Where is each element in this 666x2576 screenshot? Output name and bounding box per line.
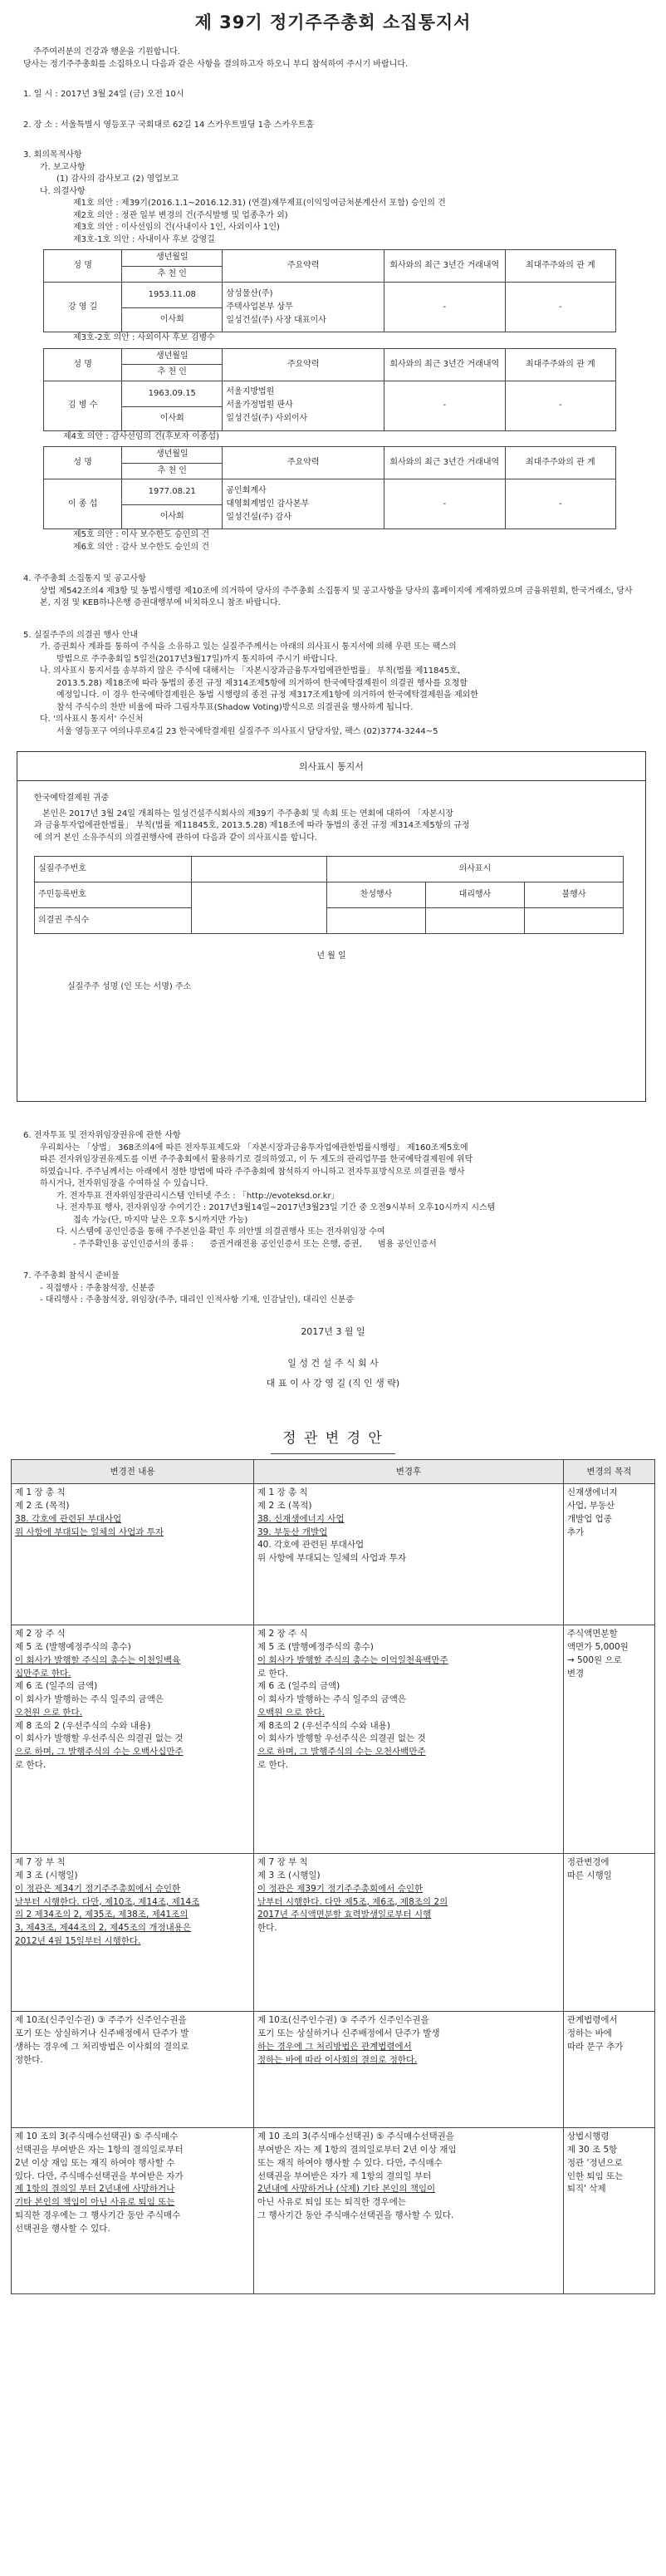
greeting-2: 당사는 정기주주총회를 소집하오니 다음과 같은 사항을 결의하고자 하오니 부디 참석하여 주시기 바랍니다.	[23, 59, 409, 69]
notice-body-1: 본인은 2017년 3월 24일 개최하는 일성건설주식회사의 제39기 주주총회 및 속회 또는 연회에 대하여 「자본시장	[42, 809, 453, 819]
candidate-relation: -	[505, 283, 615, 332]
section-4-body: 상법 제542조의4 제3항 및 동법시행령 제10조에 의거하여 당사의 주주총회 소집통지 및 공고사항을 당사의 홈페이지에 게재하였으며 금융위원회, 한국거래소, 당사 본, 지점 및 KEB하나은행 증권대행부에 비치하오니 참조 바랍니다.	[40, 586, 633, 608]
company-name: 일 성 건 설 주 식 회 사	[287, 1357, 379, 1369]
amend-line: 선택권을 부여받은 자는 1항의 결의일로부터	[15, 2145, 184, 2156]
candidate-relation: -	[505, 381, 615, 430]
field-value[interactable]	[426, 908, 525, 934]
section-3-heading: 3. 회의목적사항	[23, 150, 82, 160]
page-title: 제 39기 정기주주총회 소집통지서	[194, 12, 472, 32]
report-items-heading: 가. 보고사항	[40, 162, 86, 172]
amend-line: 이 정관은 제34기 정기주주총회에서 승인한	[15, 1883, 181, 1894]
candidate-recommender: 이사회	[122, 505, 223, 529]
report-items: (1) 감사의 감사보고 (2) 영업보고	[56, 175, 179, 184]
amend-line: 따라 문구 추가	[566, 2041, 624, 2052]
section-5-na-2: 2013.5.28) 제18조에 따라 동법의 종전 규정 제314조제5항에 의거하여 한국예탁결제원이 의결권 행사를 요청할	[56, 678, 468, 688]
notice-body-2: 과 금융투자업에관한법률」 부칙(법률 제11845호, 2013.5.28) 제18조에 따라 동법의 종전 규정 제314조제5항의 규정	[34, 821, 470, 831]
amend-line: 오백원 으로 한다.	[257, 1707, 326, 1718]
career-line: 삼성물산(주)	[226, 288, 273, 298]
amend-line: 포기 또는 상실하거나 신주배정에서 단주가 발생	[257, 2028, 440, 2039]
notice-form-table	[34, 856, 624, 934]
candidate-birth: 1963.09.15	[122, 381, 223, 406]
amend-line: 그 행사기간 동안 주식매수선택권을 행사할 수 있다.	[257, 2210, 454, 2220]
amend-line: 제 8조의 2 (우선주식의 수와 내용)	[257, 1720, 390, 1731]
section-7-a: - 직접행사 : 주총참석장, 신분증	[40, 1283, 155, 1293]
amend-line: 제 1 장 총 칙	[257, 1487, 308, 1498]
amend-line: 제 10조(신주인수권) ③ 주주가 신주인수권을	[15, 2015, 187, 2026]
amend-line: 퇴직' 삭제	[566, 2184, 606, 2195]
header-career: 주요약력	[223, 447, 384, 479]
notice-title: 의사표시 통지서	[299, 761, 364, 773]
field-label: 의사표시	[327, 857, 624, 882]
notice-form	[17, 751, 646, 1102]
amend-line: 추가	[566, 1526, 585, 1537]
amend-purpose-cell	[563, 2128, 654, 2294]
candidate-relation: -	[505, 479, 615, 529]
amend-line: 38. 신재생에너지 사업	[257, 1513, 345, 1524]
candidate-table-3	[43, 446, 616, 529]
candidate-recommender: 이사회	[122, 308, 223, 332]
section-1-datetime: 1. 일 시 : 2017년 3월 24일 (금) 오전 10시	[23, 90, 184, 100]
amend-line: 제 2 조 (목적)	[15, 1501, 70, 1512]
amend-after-cell	[254, 2012, 564, 2128]
amend-line: 제 7 장 부 칙	[257, 1857, 308, 1868]
amend-line: → 500원 으로	[566, 1654, 622, 1665]
amend-line: 로 한다.	[257, 1668, 289, 1679]
amend-line: 으로 하며, 그 발행주식의 수는 오백사십만주	[15, 1747, 184, 1757]
candidate-trade: -	[384, 283, 505, 332]
header-career: 주요약력	[223, 250, 384, 283]
amendment-title: 정 관 변 경 안	[282, 1429, 384, 1447]
section-5-ga: 가. 증권회사 계좌를 통하여 주식을 소유하고 있는 실질주주께서는 아래의 의사표시 통지서에 의해 우편 또는 팩스의	[40, 642, 457, 652]
section-5-na-3: 예정입니다. 이 경우 한국예탁결제원은 동법 시행령의 종전 규정 제317조제1항에 의거하여 한국예탁결제원을 제외한	[56, 691, 478, 701]
amend-line: 38. 각호에 관련된 부대사업	[15, 1513, 122, 1524]
amend-line: 제 10 조의 3(주식매수선택권) ⑤ 주식매수선택권을	[257, 2131, 454, 2142]
section-6-body-1: 우리회사는 「상법」 368조의4에 따른 전자투표제도와 「자본시장과금융투자업에관한법률시행령」 제160조제5호에	[40, 1143, 468, 1153]
amend-line: 이 회사가 발행할 주식의 총수는 이억일천육백만주	[257, 1654, 448, 1665]
amend-line: 이 회사가 발행할 우선주식은 의결권 없는 것	[15, 1733, 184, 1744]
career-line: 일성건설(주) 감사	[226, 512, 291, 522]
amend-line: 오천원 으로 한다.	[15, 1707, 83, 1718]
career-line: 일성건설(주) 사장 대표이사	[226, 315, 326, 325]
career-line: 공인회계사	[226, 485, 267, 495]
amend-before-cell	[12, 1854, 254, 2012]
amend-line: 또는 재직 하여야 행사할 수 있다. 다만, 주식매수	[257, 2157, 443, 2168]
header-trade: 회사와의 최근 3년간 거래내역	[384, 348, 505, 381]
amend-line: 제 2 장 주 식	[257, 1629, 308, 1639]
amend-line: 이 회사가 발행하는 주식 일주의 금액은	[15, 1694, 164, 1705]
option-abstain[interactable]: 불행사	[525, 882, 624, 908]
section-6-ga: 가. 전자투표 전자위임장관리시스템 인터넷 주소 : 「http://evoteksd.or.kr」	[56, 1191, 340, 1201]
candidate-birth: 1953.11.08	[122, 283, 223, 308]
header-recommender: 추 천 인	[122, 266, 223, 283]
agenda-6: 제6호 의안 : 감사 보수한도 승인의 건	[73, 542, 210, 552]
career-line: 주택사업본부 상무	[226, 302, 293, 312]
section-5-da-2: 서울 영등포구 여의나루로4길 23 한국예탁결제원 실질주주 의사표시 담당자앞, 팩스 (02)3774-3244~5	[56, 726, 438, 736]
cert-type-label: - 주주확인용 공인인증서의 종류 :	[73, 1239, 194, 1249]
amend-after-cell	[254, 1625, 564, 1854]
amend-line: 이 회사가 발행할 우선주식은 의결권 없는 것	[257, 1733, 426, 1744]
amend-purpose-cell	[563, 1625, 654, 1854]
amend-line: 액면가 5,000원	[566, 1642, 629, 1653]
amend-line: 제 2 장 주 식	[15, 1629, 66, 1639]
amend-line: 제 30 조 5항	[566, 2145, 618, 2156]
resolution-items-heading: 나. 의결사항	[40, 186, 86, 196]
amend-after-cell	[254, 1854, 564, 2012]
candidate-trade: -	[384, 381, 505, 430]
amend-header-before: 변경전 내용	[12, 1460, 254, 1484]
amend-line: 있다. 다만, 주식매수선택권을 부여받은 자가	[15, 2170, 184, 2181]
section-6-da: 다. 시스템에 공인인증을 통해 주주본인을 확인 후 의안별 의결권행사 또는 전자위임장 수여	[56, 1227, 385, 1237]
amend-line: 로 한다.	[15, 1759, 47, 1770]
field-label: 주민등록번호	[35, 882, 192, 908]
field-value[interactable]	[327, 908, 426, 934]
amend-line: 정하는 바에	[566, 2028, 612, 2039]
amend-line: 정관변경에	[566, 1857, 610, 1868]
amend-line: 십만주로 한다.	[15, 1668, 71, 1679]
header-name: 성 명	[44, 250, 122, 283]
header-birth: 생년월일	[122, 348, 223, 365]
amend-line: 아닌 사유로 퇴임 또는 퇴직한 경우에는	[257, 2197, 406, 2208]
section-6-na-2: 접속 가능(단, 마지막 날은 오후 5시까지만 가능)	[73, 1215, 248, 1225]
section-7-heading: 7. 주주총회 참석시 준비물	[23, 1271, 120, 1281]
amend-line: 제 3 조 (시행일)	[15, 1871, 78, 1881]
amend-line: 2년 이상 재임 또는 재직 하여야 행사할 수	[15, 2157, 175, 2168]
header-recommender: 추 천 인	[122, 365, 223, 381]
section-7-b: - 대리행사 : 주총참석장, 위임장(주주, 대리인 인적사항 기재, 인감날인), 대리인 신분증	[40, 1295, 355, 1305]
amend-line: 이 회사가 발행하는 주식 일주의 금액은	[257, 1694, 406, 1705]
amend-line: 생하는 경우에 그 처리방법은 이사회의 결의로	[15, 2041, 189, 2052]
amend-line: 3, 제43조, 제44조의 2, 제45조의 개정내용은	[15, 1923, 192, 1934]
amend-line: 제 10조(신주인수권) ③ 주주가 신주인수권을	[257, 2015, 429, 2026]
header-birth: 생년월일	[122, 447, 223, 464]
amend-purpose-cell	[563, 1484, 654, 1625]
cert-type-2: 범용 공인인증서	[377, 1239, 437, 1249]
ceo-name: 대 표 이 사 강 영 길 (직 인 생 략)	[266, 1377, 400, 1389]
amendment-table	[11, 1459, 655, 2294]
section-5-heading: 5. 실질주주의 의결권 행사 안내	[23, 630, 139, 640]
section-5-da: 다. '의사표시 통지서' 수신처	[40, 715, 144, 725]
header-name: 성 명	[44, 447, 122, 479]
header-name: 성 명	[44, 348, 122, 381]
amend-line: 으로 하며, 그 발행주식의 수는 오천사백만주	[257, 1747, 426, 1757]
amend-line: 날부터 시행한다. 다만 제5조, 제6조, 제8조의 2의	[257, 1896, 448, 1907]
field-label: 실질주주번호	[35, 857, 192, 882]
notice-signature: 실질주주 성명 (인 또는 서명) 주소	[67, 981, 192, 991]
amend-purpose-cell	[563, 2012, 654, 2128]
notice-body-3: 에 의거 본인 소유주식의 의결권행사에 관하여 다음과 같이 의사표시를 합니다.	[34, 833, 317, 843]
candidate-name: 이 종 섭	[44, 479, 122, 529]
header-birth: 생년월일	[122, 250, 223, 267]
amend-line: 이 정관은 제39기 정기주주총회에서 승인한	[257, 1883, 424, 1894]
career-line: 대영회계법인 감사본부	[226, 499, 310, 509]
amend-after-cell	[254, 2128, 564, 2294]
section-6-heading: 6. 전자투표 및 전자위임장권유에 관한 사항	[23, 1131, 181, 1141]
greeting: 주주여러분의 건강과 행운을 기원합니다.	[33, 47, 180, 57]
section-6-da-2	[23, 1239, 666, 1251]
career-line: 서울지방법원	[226, 387, 275, 397]
option-for[interactable]: 찬성행사	[327, 882, 426, 908]
notice-recipient: 한국예탁결제원 귀중	[34, 794, 110, 804]
amend-before-cell	[12, 1484, 254, 1625]
amend-line: 제 5 조 (발행예정주식의 총수)	[15, 1642, 131, 1653]
amend-line: 제 6 조 (일주의 금액)	[15, 1681, 98, 1692]
amend-line: 정하는 바에 따라 이사회의 결의로 정한다.	[257, 2054, 418, 2065]
amend-line: 부여받은 자는 제 1항의 결의일로부터 2년 이상 재임	[257, 2145, 457, 2156]
amend-line: 기타 본인의 책임이 아닌 사유로 퇴임 또는	[15, 2197, 175, 2208]
amend-line: 이 회사가 발행할 주식의 총수는 이천일백육	[15, 1654, 181, 1665]
amend-line: 인한 퇴임 또는	[566, 2170, 624, 2181]
amend-line: 정관 '정년으로	[566, 2157, 623, 2168]
amend-line: 상법시행령	[566, 2131, 610, 2142]
amend-line: 제 2 조 (목적)	[257, 1501, 312, 1512]
section-6-body-3: 하였습니다. 주주님께서는 아래에서 정한 방법에 따라 주주총회에 참석하지 아니하고 전자투표방식으로 의결권을 행사	[40, 1167, 465, 1177]
notice-date: 년 월 일	[316, 951, 346, 961]
amend-line: 날부터 시행한다. 다만, 제10조, 제14조, 제14조	[15, 1896, 200, 1907]
amend-line: 선택권을 부여받은 자가 제 1항의 결의일 부터	[257, 2170, 432, 2181]
amend-line: 제 10 조의 3(주식매수선택권) ⑤ 주식매수	[15, 2131, 179, 2142]
header-trade: 회사와의 최근 3년간 거래내역	[384, 447, 505, 479]
amend-before-cell	[12, 1625, 254, 1854]
amend-line: 사업, 부동산	[566, 1501, 615, 1512]
cert-type-1: 증권거래전용 공인인증서 또는 은행, 증권,	[209, 1239, 362, 1249]
amend-line: 로 한다.	[257, 1759, 289, 1770]
amend-header-purpose: 변경의 목적	[563, 1460, 654, 1484]
agenda-3-1: 제3호-1호 의안 : 사내이사 후보 강영길	[73, 234, 215, 244]
amend-line: 주식액면분할	[566, 1629, 618, 1639]
amend-line: 2012년 4월 15일부터 시행한다.	[15, 1935, 141, 1946]
candidate-birth: 1977.08.21	[122, 479, 223, 505]
amend-line: 39. 부동산 개발업	[257, 1526, 328, 1537]
option-proxy[interactable]: 대리행사	[426, 882, 525, 908]
field-value[interactable]	[192, 882, 327, 934]
field-value[interactable]	[192, 857, 327, 882]
career-line: 서울가정법원 판사	[226, 401, 293, 410]
amend-line: 제 6 조 (일주의 금액)	[257, 1681, 340, 1692]
header-relation: 최대주주와의 관 계	[505, 447, 615, 479]
amend-line: 제 3 조 (시행일)	[257, 1871, 321, 1881]
amend-after-cell	[254, 1484, 564, 1625]
career-line: 일성건설(주) 사외이사	[226, 414, 308, 424]
amend-line: 정한다.	[15, 2054, 43, 2065]
header-career: 주요약력	[223, 348, 384, 381]
amend-line: 제 1 장 총 칙	[15, 1487, 66, 1498]
amend-line: 제 8 조의 2 (우선주식의 수와 내용)	[15, 1720, 151, 1731]
header-relation: 최대주주와의 관 계	[505, 250, 615, 283]
field-label: 의결권 주식수	[35, 908, 192, 934]
section-5-ga-2: 방법으로 주주총회일 5일전(2017년3월17일)까지 통지하여 주시기 바랍니다.	[56, 654, 338, 664]
candidate-table-1	[43, 249, 616, 332]
amend-line: 포기 또는 상실하거나 신주배정에서 단주가 발	[15, 2028, 189, 2039]
amend-line: 따른 시행일	[566, 1871, 612, 1881]
section-5-na: 나. 의사표시 통지서를 송부하지 않은 주식에 대해서는 「자본시장과금융투자업에관한법률」 부칙(법률 제11845호,	[40, 666, 461, 676]
section-6-body-4: 하시거나, 전자위임장을 수여하실 수 있습니다.	[40, 1179, 208, 1189]
amend-line: 2년내에 사망하거나 (삭제) 기타 본인의 책임이	[257, 2184, 436, 2195]
header-relation: 최대주주와의 관 계	[505, 348, 615, 381]
agenda-5: 제5호 의안 : 이사 보수한도 승인의 건	[73, 530, 210, 540]
section-6-body-2: 따른 전자위임장권유제도를 이번 주주총회에서 활용하기로 결의하였고, 이 두 제도의 관리업무를 한국예탁결제원에 위탁	[40, 1155, 473, 1165]
candidate-name: 강 영 길	[44, 283, 122, 332]
agenda-1: 제1호 의안 : 제39기(2016.1.1~2016.12.31) (연결)재무제표(이익잉여금처분계산서 포함) 승인의 건	[73, 199, 446, 209]
amend-line: 관계법령에서	[566, 2015, 618, 2026]
header-trade: 회사와의 최근 3년간 거래내역	[384, 250, 505, 283]
agenda-4: 제4호 의안 : 감사선임의 건(후보자 이종섭)	[63, 431, 219, 441]
amend-line: 의 2 제34조의 2, 제35조, 제38조, 제41조의	[15, 1910, 189, 1920]
candidate-table-2	[43, 348, 616, 431]
header-recommender: 추 천 인	[122, 463, 223, 479]
section-2-location: 2. 장 소 : 서울특별시 영등포구 국회대로 62길 14 스카우트빌딩 1층 스카우트홀	[23, 120, 315, 130]
amend-line: 한다.	[257, 1923, 277, 1934]
section-6-na: 나. 전자투표 행사, 전자위임장 수여기간 : 2017년3월14일~2017년3월23일 기간 중 오전9시부터 오후10시까지 시스템	[56, 1203, 496, 1213]
amend-line: 변경	[566, 1668, 585, 1679]
amend-line: 제 1항의 결의일 부터 2년내에 사망하거나	[15, 2184, 175, 2195]
amend-before-cell	[12, 2012, 254, 2128]
candidate-name: 김 병 수	[44, 381, 122, 430]
amend-line: 하는 경우에 그 처리방법은 관계법령에서	[257, 2041, 412, 2052]
field-value[interactable]	[525, 908, 624, 934]
amend-before-cell	[12, 2128, 254, 2294]
amend-line: 제 7 장 부 칙	[15, 1857, 66, 1868]
amend-line: 위 사항에 부대되는 일체의 사업과 투자	[15, 1526, 164, 1537]
amend-purpose-cell	[563, 1854, 654, 2012]
amend-line: 개발업 업종	[566, 1513, 612, 1524]
amend-line: 위 사항에 부대되는 일체의 사업과 투자	[257, 1553, 406, 1564]
amend-header-after: 변경후	[254, 1460, 564, 1484]
amend-line: 퇴직한 경우에는 그 행사기간 동안 주식매수	[15, 2210, 181, 2220]
candidate-trade: -	[384, 479, 505, 529]
agenda-3-2: 제3호-2호 의안 : 사외이사 후보 김병수	[73, 333, 215, 343]
amend-line: 2017년 주식액면분할 효력발생일로부터 시행	[257, 1910, 432, 1920]
amend-line: 40. 각호에 관련된 부대사업	[257, 1540, 365, 1551]
section-4-heading: 4. 주주총회 소집통지 및 공고사항	[23, 574, 146, 584]
amend-line: 제 5 조 (발행예정주식의 총수)	[257, 1642, 374, 1653]
section-5-na-4: 참석 주식수의 찬반 비율에 따라 그림자투표(Shadow Voting)방식으로 의결권을 행사하게 됩니다.	[56, 702, 414, 712]
amend-line: 선택권을 행사할 수 있다.	[15, 2223, 110, 2234]
agenda-2: 제2호 의안 : 정관 일부 변경의 건(주식발행 및 업종추가 외)	[73, 210, 288, 220]
issue-date: 2017년 3 월 일	[301, 1325, 365, 1337]
candidate-recommender: 이사회	[122, 406, 223, 430]
agenda-3: 제3호 의안 : 이사선임의 건(사내이사 1인, 사외이사 1인)	[73, 223, 280, 233]
amend-line: 신재생에너지	[566, 1487, 618, 1498]
